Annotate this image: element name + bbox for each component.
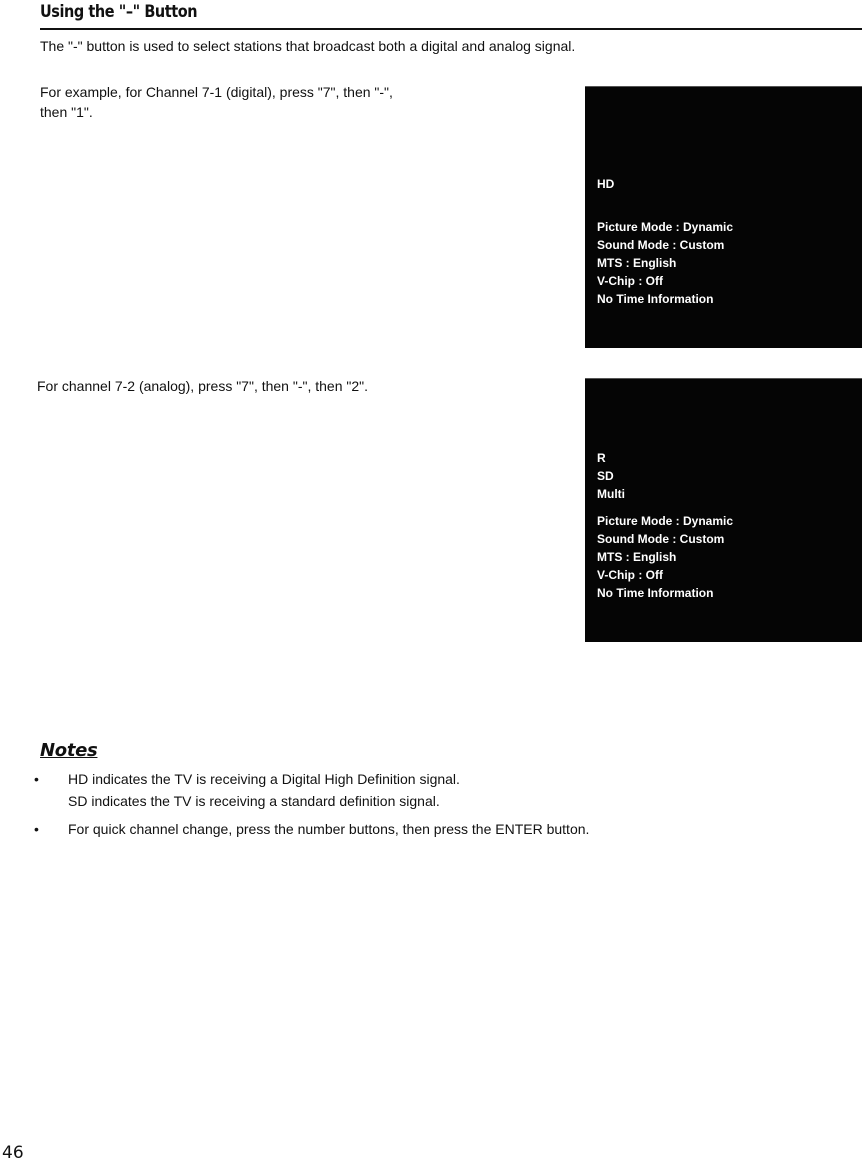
sound-mode-label: Sound Mode : Custom — [597, 532, 725, 546]
v-chip-label: V-Chip : Off — [597, 274, 663, 288]
section-title: Using the "–" Button — [40, 2, 198, 22]
picture-mode-label: Picture Mode : Dynamic — [597, 514, 734, 528]
time-info-label: No Time Information — [597, 292, 714, 306]
analog-example-text: For channel 7-2 (analog), press "7", then "-", then "2". — [37, 378, 368, 394]
screen-top-edge — [585, 378, 862, 382]
tv-screen-analog — [585, 378, 862, 642]
note-item — [34, 818, 834, 840]
note-item — [34, 768, 834, 812]
sound-mode-label: Sound Mode : Custom — [597, 238, 725, 252]
page-number: 46 — [2, 1143, 24, 1163]
screen-top-edge — [585, 86, 862, 90]
title-rule — [40, 28, 862, 30]
note-line: HD indicates the TV is receiving a Digital High Definition signal. — [68, 771, 460, 787]
notes-title: Notes — [40, 740, 98, 761]
note-line: SD indicates the TV is receiving a standard definition signal. — [68, 793, 440, 809]
v-chip-label: V-Chip : Off — [597, 568, 663, 582]
picture-mode-label: Picture Mode : Dynamic — [597, 220, 734, 234]
bullet-icon: • — [34, 771, 39, 787]
bullet-icon: • — [34, 821, 39, 837]
signal-sd-label: SD — [597, 469, 614, 483]
time-info-label: No Time Information — [597, 586, 714, 600]
signal-r-label: R — [597, 451, 606, 465]
tv-screen-digital — [585, 86, 862, 348]
mts-label: MTS : English — [597, 550, 677, 564]
signal-hd-label: HD — [597, 177, 615, 191]
audio-multi-label: Multi — [597, 487, 625, 501]
note-line: For quick channel change, press the number buttons, then press the ENTER button. — [68, 821, 590, 837]
intro-text: The "-" button is used to select stations that broadcast both a digital and analog signal. — [40, 38, 576, 54]
mts-label: MTS : English — [597, 256, 677, 270]
digital-example-text: For example, for Channel 7-1 (digital), press "7", then "-", then "1". — [40, 84, 393, 120]
notes-list — [34, 768, 834, 840]
